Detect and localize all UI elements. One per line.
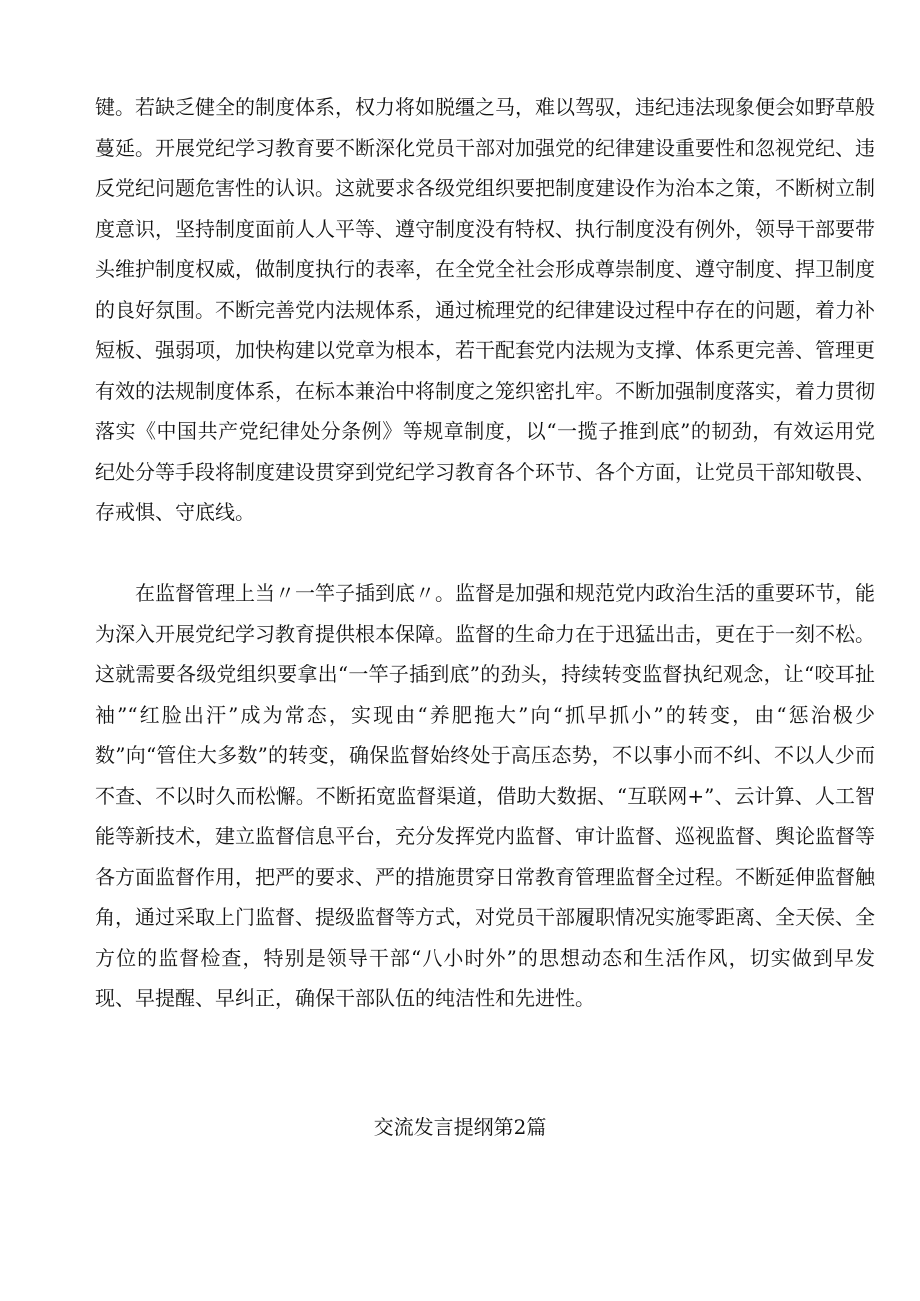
body-paragraph-1: 键。若缺乏健全的制度体系，权力将如脱缰之马，难以驾驭，违纪违法现象便会如野草般蔓延。开展党纪学习教育要不断深化党员干部对加强党的纪律建设重要性和忽视党纪、违反党纪问题危害性的认识。这就要求各级党组织要把制度建设作为治本之策，不断树立制度意识，坚持制度面前人人平等、遵守制度没有特权、执行制度没有例外，领导干部要带头维护制度权威，做制度执行的表率，在全党全社会形成尊崇制度、遵守制度、捍卫制度的良好氛围。不断完善党内法规体系，通过梳理党的纪律建设过程中存在的问题，着力补短板、强弱项，加快构建以党章为根本，若干配套党内法规为支撑、体系更完善、管理更有效的法规制度体系，在标本兼治中将制度之笼织密扎牢。不断加强制度落实，着力贯彻落实《中国共产党纪律处分条例》等规章制度，以“一揽子推到底”的韧劲，有效运用党纪处分等手段将制度建设贯穿到党纪学习教育各个环节、各个方面，让党员干部知敬畏、存戒惧、守底线。 (95, 95, 875, 524)
body-paragraph-2: 在监督管理上当〃一竿子插到底〃。监督是加强和规范党内政治生活的重要环节，能为深入开展党纪学习教育提供根本保障。监督的生命力在于迅猛出击，更在于一刻不松。这就需要各级党组织要拿出“一竿子插到底”的劲头，持续转变监督执纪观念，让“咬耳扯袖”“红脸出汗”成为常态，实现由“养肥拖大”向“抓早抓小”的转变，由“惩治极少数”向“管住大多数”的转变，确保监督始终处于高压态势，不以事小而不纠、不以人少而不查、不以时久而松懈。不断拓宽监督渠道，借助大数据、“互联网+”、云计算、人工智能等新技术，建立监督信息平台，充分发挥党内监督、审计监督、巡视监督、舆论监督等各方面监督作用，把严的要求、严的措施贯穿日常教育管理监督全过程。不断延伸监督触角，通过采取上门监督、提级监督等方式，对党员干部履职情况实施零距离、全天侯、全方位的监督检查，特别是领导干部“八小时外”的思想动态和生活作风，切实做到早发现、早提醒、早纠正，确保干部队伍的纯洁性和先进性。 (95, 581, 875, 1010)
section-title: 交流发言提纲第2篇 (373, 1115, 547, 1139)
